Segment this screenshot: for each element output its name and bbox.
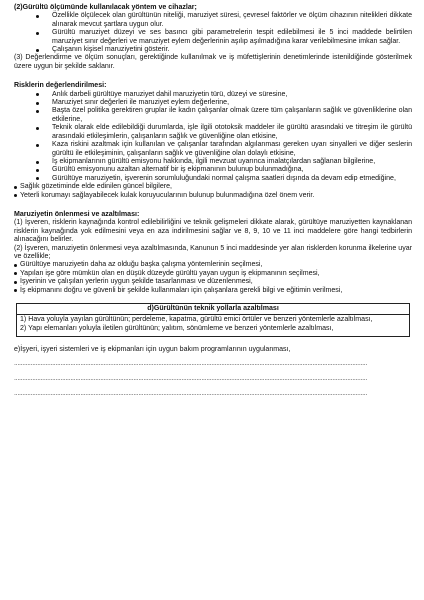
- reduction-paragraph-2: (2) İşveren, maruziyetin önlenmesi veya azaltılmasında, Kanunun 5 inci maddesinde yer alan risklerden korunma ilkelerine uyar ve özellikle;: [14, 244, 412, 260]
- risk-bullet-list: [14, 91, 412, 183]
- list-item: Başta özel politika gerektiren gruplar ile kadın çalışanlar olmak üzere tüm çalışanların sağlık ve güvenliklerine olan etkilerine,: [36, 107, 412, 124]
- list-item: İş ekipmanlarının gürültü emisyonu hakkında, ilgili mevzuat uyarınca imalatçılardan sağlanan bilgilerine,: [36, 158, 412, 166]
- reduction-section: [14, 211, 412, 295]
- reduction-bullet-list: [14, 261, 412, 295]
- list-item: Gürültüye maruziyetin, işverenin sorumluluğundaki normal çalışma saatleri dışında da devam edip etmediğine,: [36, 175, 412, 183]
- list-item: Anlık darbeli gürültüye maruziyet dahil maruziyetin türü, düzeyi ve süresine,: [36, 91, 412, 99]
- list-item: Gürültü maruziyet düzeyi ve ses basıncı gibi parametrelerin tespit edilebilmesi ile 5 inci maddede belirtilen maruziyet sınır değerleri ve maruziyet eylem değerlerinin aşılıp aşılmadığına karar verilebilmesine imkan sağlar.: [36, 29, 412, 46]
- list-item: İşyerinin ve çalışılan yerlerin uygun şekilde tasarlanması ve düzenlenmesi,: [14, 278, 412, 286]
- paragraph-3: (3) Değerlendirme ve ölçüm sonuçları, gerektiğinde kullanılmak ve iş müfettişlerinin denetimlerinde istenildiğinde gösterilmek üzere uygun bir şekilde saklanır.: [14, 54, 412, 70]
- measurement-heading: (2)Gürültü ölçümünde kullanılacak yöntem ve cihazlar;: [14, 4, 197, 11]
- list-item: Çalışanın kişisel maruziyetini gösterir.: [36, 46, 412, 54]
- dotted-line-1: .....................................................................................................................................................................................................................: [14, 359, 368, 367]
- box-line-1: 1) Hava yoluyla yayılan gürültünün; perdeleme, kapatma, gürültü emici örtüler ve benzeri yöntemlerle azaltılması,: [20, 316, 373, 324]
- footer-section: [14, 346, 412, 399]
- list-item: Teknik olarak elde edilebildiği durumlarda, işle ilgili ototoksik maddeler ile gürültü arasındaki ve titreşim ile gürültü arasındaki etkileşimlerin, çalışanların sağlık ve güvenliğine olan etkisine,: [36, 124, 412, 141]
- risk-extra-list: [14, 183, 412, 200]
- risk-section: [14, 82, 412, 200]
- technical-reduction-box: [16, 303, 410, 337]
- list-item: Sağlık gözetiminde elde edinilen güncel bilgilere,: [14, 183, 412, 191]
- list-item: Maruziyet sınır değerleri ile maruziyet eylem değerlerine,: [36, 99, 412, 107]
- box-heading: d)Gürültünün teknik yollarla azaltılması: [17, 304, 409, 315]
- box-line-2: 2) Yapı elemanları yoluyla iletilen gürültünün; yalıtım, sönümleme ve benzeri yöntemlerle azaltılması,: [20, 324, 334, 332]
- reduction-heading: Maruziyetin önlenmesi ve azaltılması:: [14, 210, 140, 218]
- measurement-bullet-list: [14, 12, 412, 54]
- list-item: İş ekipmanını doğru ve güvenli bir şekilde kullanmaları için çalışanlara gerekli bilgi ve eğitimin verilmesi,: [14, 287, 412, 295]
- reduction-paragraph-1: (1) İşveren, risklerin kaynağında kontrol edilebilirliğini ve teknik gelişmeleri dikkate alarak, gürültüye maruziyetten kaynaklanan risklerin kaynağında yok edilmesini veya en aza indirilmesini sağlar ve 8, 9, 10 ve 11 inci maddelere göre hangi tedbirlerin alınacağını belirler.: [14, 219, 412, 244]
- dotted-line-2: .....................................................................................................................................................................................................................: [14, 375, 368, 383]
- item-e: e)İşyeri, işyeri sistemleri ve iş ekipmanları için uygun bakım programlarının uygulanması,: [14, 346, 291, 354]
- list-item: Kaza riskini azaltmak için kullanılan ve çalışanlar tarafından algılanması gereken uyarı sinyalleri ve diğer seslerin gürültü ile etkileşiminin, çalışanların sağlık ve güvenliğine olan dolaylı etkisine,: [36, 141, 412, 158]
- box-body: [17, 315, 409, 336]
- list-item: Yapılan işe göre mümkün olan en düşük düzeyde gürültü yayan uygun iş ekipmanının seçilmesi,: [14, 270, 412, 278]
- list-item: Gürültü emisyonunu azaltan alternatif bir iş ekipmanının bulunup bulunmadığına,: [36, 166, 412, 174]
- risk-heading: Risklerin değerlendirilmesi:: [14, 82, 107, 90]
- list-item: Gürültüye maruziyetin daha az olduğu başka çalışma yöntemlerinin seçilmesi,: [14, 261, 412, 269]
- dotted-line-3: .....................................................................................................................................................................................................................: [14, 390, 368, 398]
- measurement-section: [14, 0, 412, 71]
- list-item: Özellikle ölçülecek olan gürültünün niteliği, maruziyet süresi, çevresel faktörler ve ölçüm cihazının nitelikleri dikkate alınarak mevcut şartlara uygun olur.: [36, 12, 412, 29]
- list-item: Yeterli korumayı sağlayabilecek kulak koruyucularının bulunup bulunmadığına özel önem verir.: [14, 192, 412, 200]
